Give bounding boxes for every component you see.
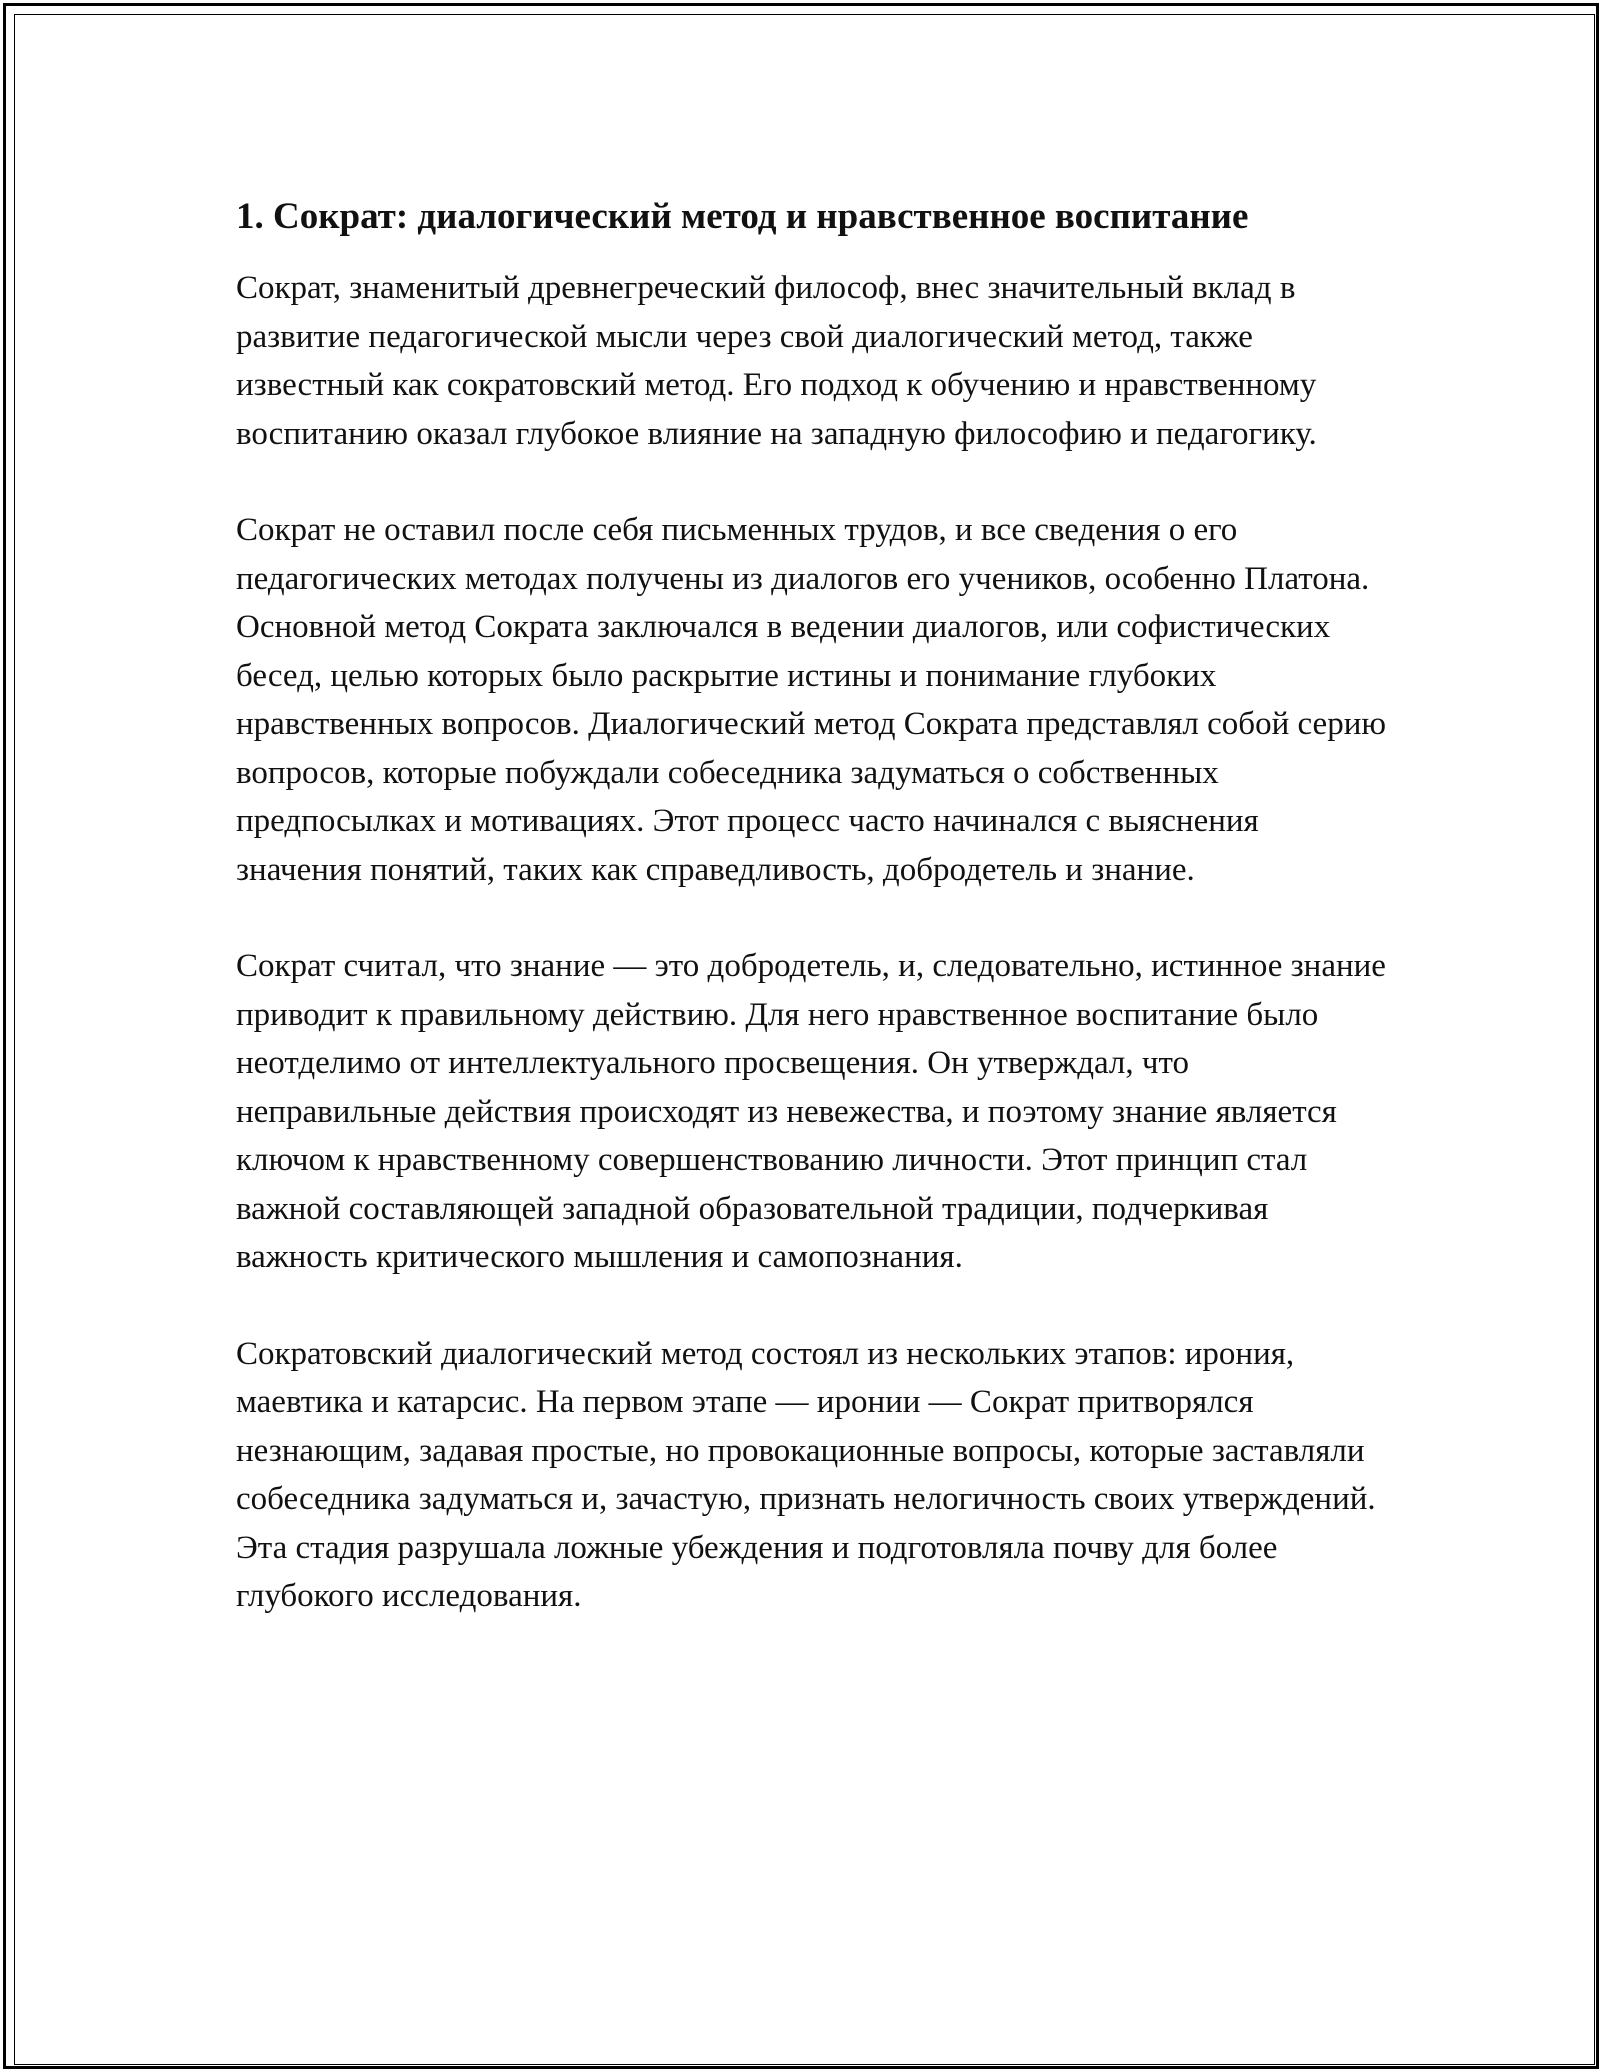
paragraph-3: Сократ считал, что знание — это добродетель, и, следовательно, истинное знание приводит к правильному действию. Для него нравственное воспитание было неотделимо от интеллектуального просвещения. Он утверждал, что неправильные действия происходят из невежества, и поэтому знание является ключом к нравственному совершенствованию личности. Этот принцип стал важной составляющей западной образовательной традиции, подчеркивая важность критического мышления и самопознания. <box>236 948 1386 1275</box>
paragraph-4: Сократовский диалогический метод состоял из нескольких этапов: ирония, маевтика и катарсис. На первом этапе — иронии — Сократ притворялся незнающим, задавая простые, но провокационные вопросы, которые заставляли собеседника задуматься и, зачастую, признать нелогичность своих утверждений. Эта стадия разрушала ложные убеждения и подготовляла почву для более глубокого исследования. <box>236 1335 1376 1614</box>
paragraph-1: Сократ, знаменитый древнегреческий философ, внес значительный вклад в развитие педагогической мысли через свой диалогический метод, также известный как сократовский метод. Его подход к обучению и нравственному воспитанию оказал глубокое влияние на западную философию и педагогику. <box>236 270 1317 452</box>
document-body <box>236 190 1386 1669</box>
section-heading: 1. Сократ: диалогический метод и нравственное воспитание <box>236 196 1249 237</box>
paragraph-2: Сократ не оставил после себя письменных трудов, и все сведения о его педагогических методах получены из диалогов его учеников, особенно Платона. Основной метод Сократа заключался в ведении диалогов, или софистических бесед, целью которых было раскрытие истины и понимание глубоких нравственных вопросов. Диалогический метод Сократа представлял собой серию вопросов, которые побуждали собеседника задуматься о собственных предпосылках и мотивациях. Этот процесс часто начинался с выяснения значения понятий, таких как справедливость, добродетель и знание. <box>236 512 1387 888</box>
